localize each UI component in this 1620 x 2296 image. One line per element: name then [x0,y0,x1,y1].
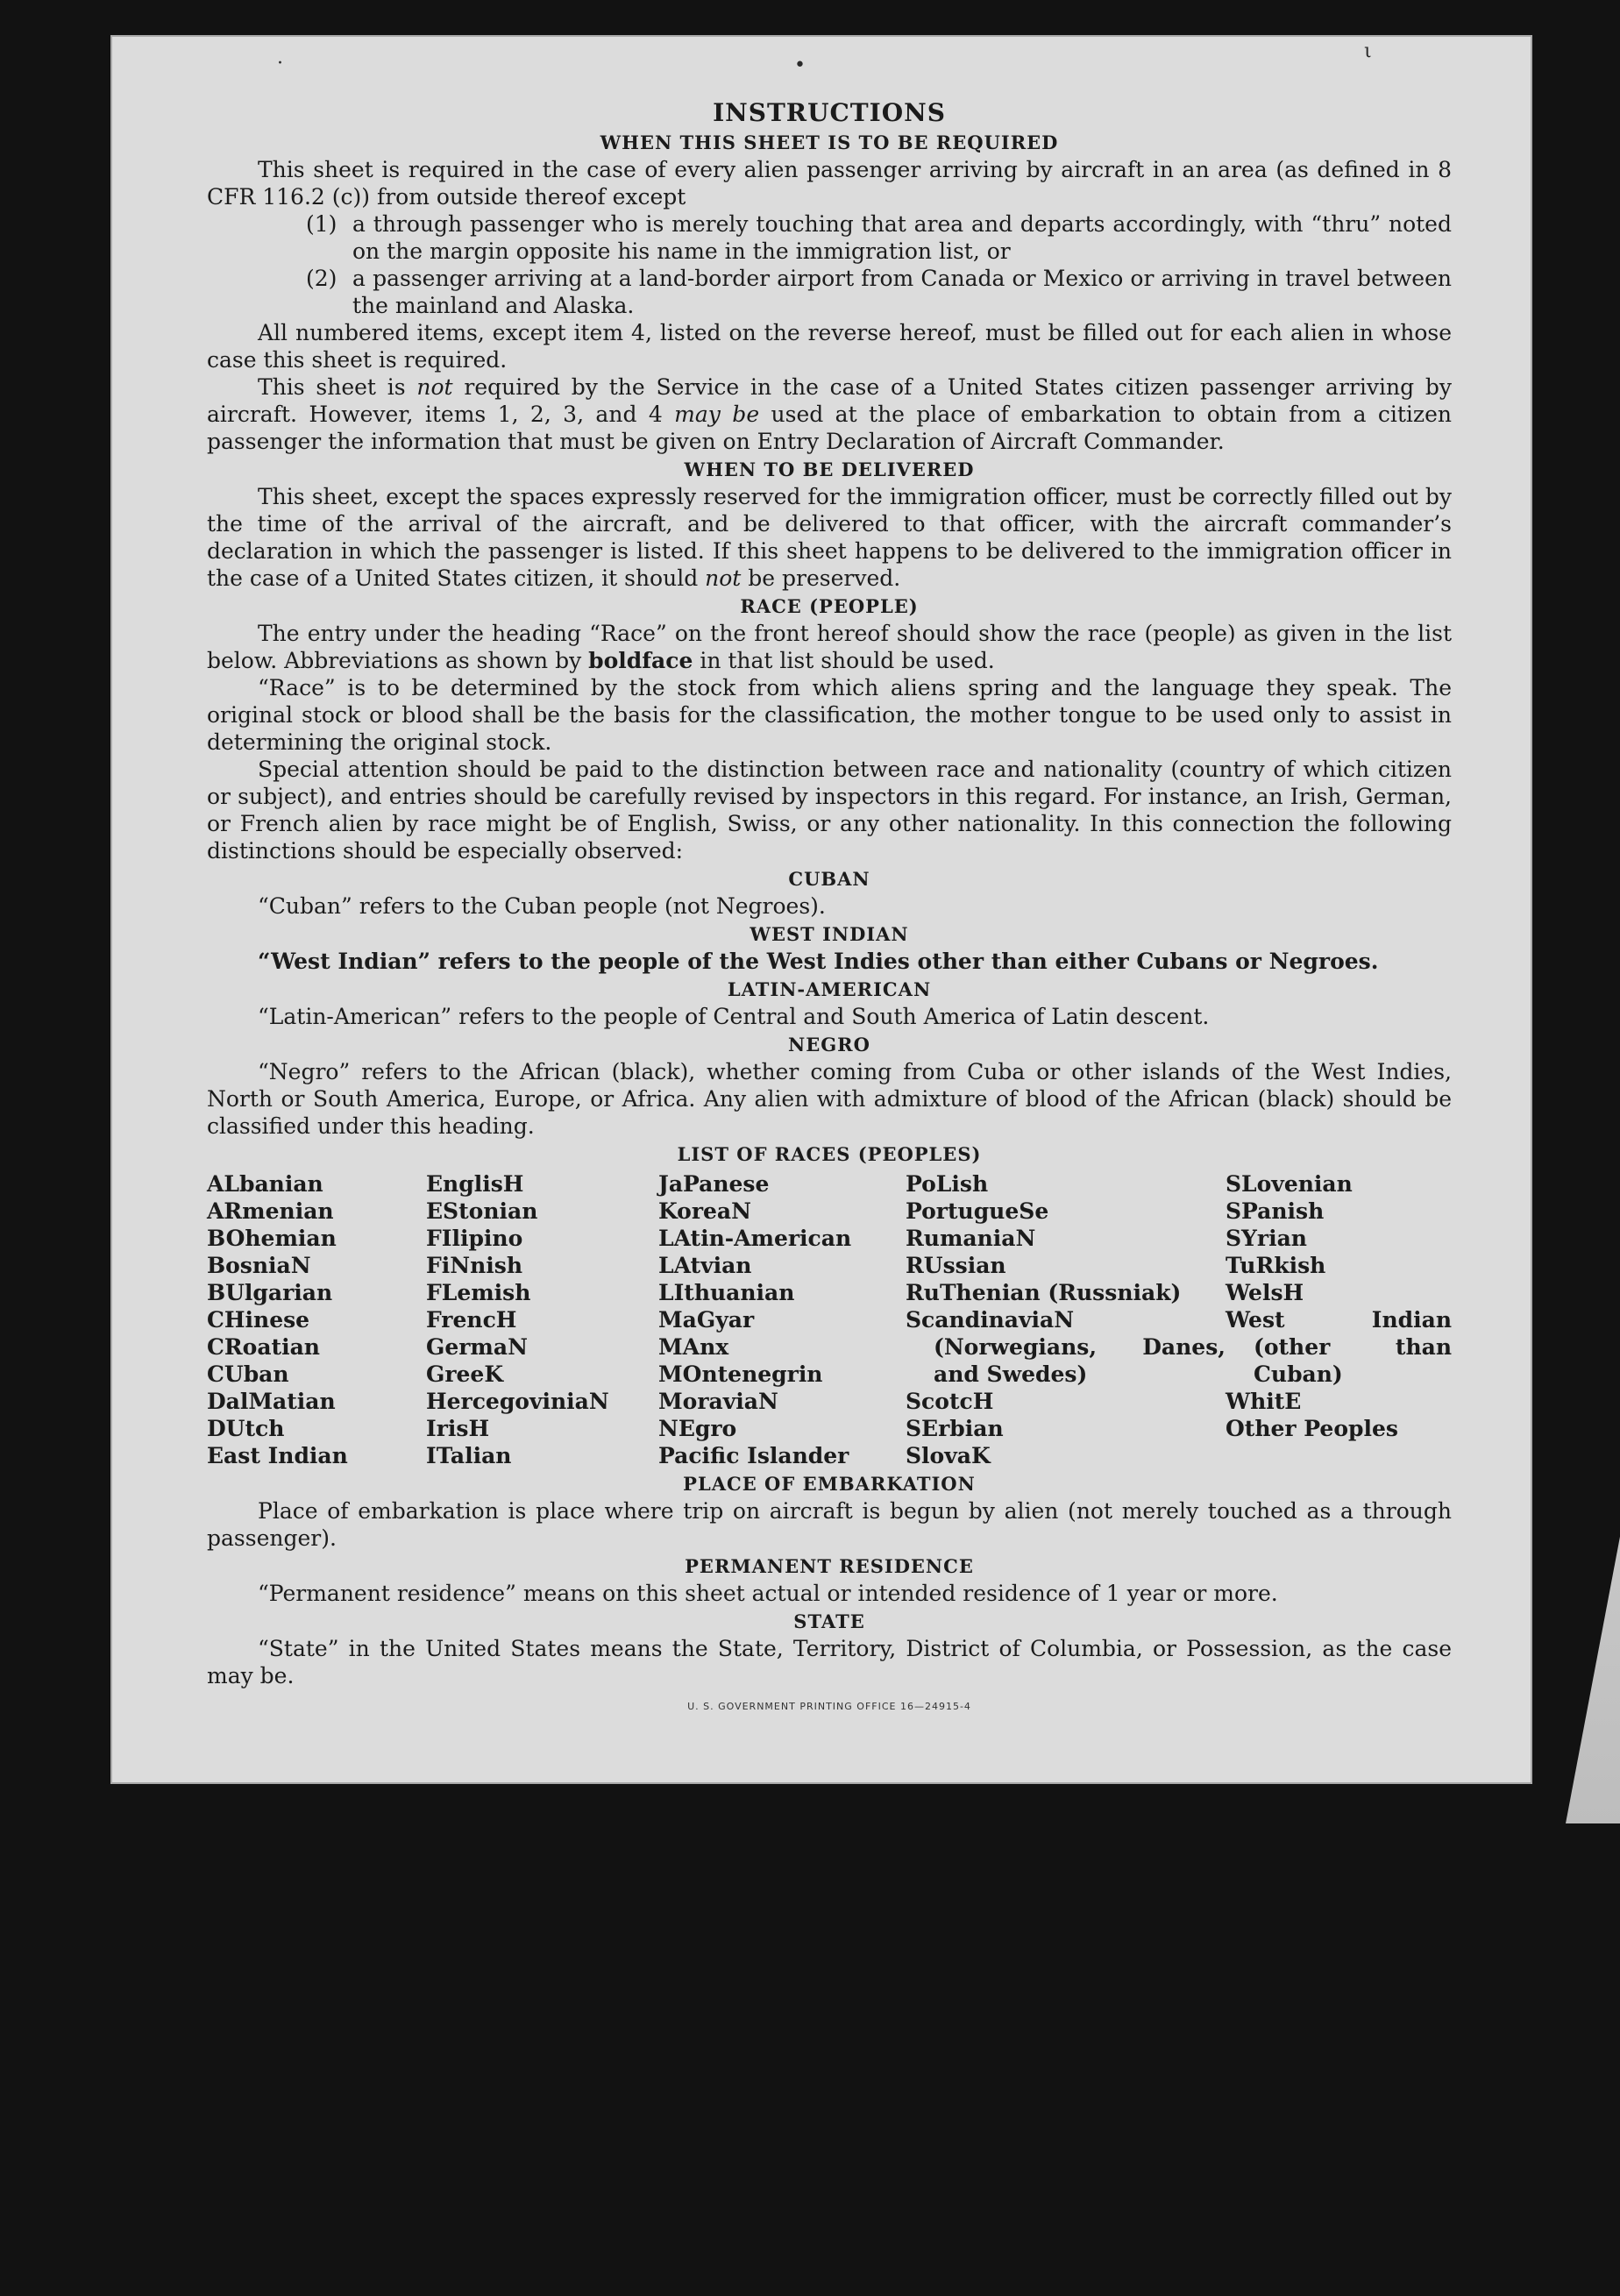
race-entry: ARmenian [207,1198,334,1224]
race-entry: SLovenian [1226,1171,1353,1197]
race-entry: JaPanese [658,1171,770,1197]
race-entry: RumaniaN [906,1226,1036,1251]
race-entry: PortugueSe [906,1198,1049,1224]
race-entry: Pacific Islander [658,1443,849,1468]
emphasis: may be [674,402,760,427]
races-column-4 [906,1170,1226,1469]
exception-text: a through passenger who is merely touching that area and departs accordingly, with “thru” noted on the margin opposite his name in the immigration list, or [352,211,1452,264]
race-entry: WelsH [1226,1280,1304,1305]
document-sheet [110,35,1532,1784]
race-paragraph-2: “Race” is to be determined by the stock from which aliens spring and the language they speak. The original stock or blood shall be the basis for the classification, the mother tongue to be used only to assist in determining the original stock. [207,675,1452,755]
section-heading-negro: NEGRO [788,1034,870,1056]
delivered-paragraph [207,483,1452,592]
text-run: used at the place of embarkation to obtain from a citizen passenger the information that must be given on Entry Declaration of Aircraft Commander. [207,402,1452,454]
race-entry: IrisH [426,1416,490,1441]
race-entry: RUssian [906,1253,1006,1278]
race-entry: SlovaK [906,1443,991,1468]
race-entry: MOntenegrin [658,1361,823,1387]
text-run: The entry under the heading “Race” on the front hereof should show the race (people) as given in the list below. Abbreviations as shown by [207,621,1452,673]
race-entry: SPanish [1226,1198,1325,1224]
section-heading-required: WHEN THIS SHEET IS TO BE REQUIRED [600,132,1059,153]
races-column-3 [658,1170,906,1469]
race-entry: CUban [207,1361,289,1387]
races-column-5 [1226,1170,1452,1469]
section-heading-embarkation: PLACE OF EMBARKATION [683,1473,976,1495]
races-column-2 [426,1170,658,1469]
race-entry: SErbian [906,1416,1004,1441]
race-entry: EnglisH [426,1171,524,1197]
race-entry: DUtch [207,1416,285,1441]
races-table [207,1170,1452,1469]
race-entry: HercegoviniaN [426,1389,609,1414]
race-paragraph-1 [207,620,1452,674]
cuban-paragraph: “Cuban” refers to the Cuban people (not Negroes). [258,893,826,919]
race-entry: ScotcH [906,1389,994,1414]
permanent-residence-paragraph: “Permanent residence” means on this sheet actual or intended residence of 1 year or more. [258,1581,1278,1606]
race-entry: FiNnish [426,1253,523,1278]
required-intro: This sheet is required in the case of every alien passenger arriving by aircraft in an area (as defined in 8 CFR 116.2 (c)) from outside thereof except [207,157,1452,210]
text-run: This sheet is [258,374,417,400]
ink-mark: · [277,53,283,75]
race-entry: Other Peoples [1226,1416,1398,1441]
race-entry: BosniaN [207,1253,311,1278]
race-entry: SYrian [1226,1226,1307,1251]
race-entry: BOhemian [207,1226,337,1251]
race-entry: TuRkish [1226,1253,1326,1278]
race-entry: EStonian [426,1198,538,1224]
race-entry: NEgro [658,1416,737,1441]
race-entry: WhitE [1226,1389,1302,1414]
race-entry: MaGyar [658,1307,755,1333]
race-entry: GermaN [426,1334,528,1360]
race-entry: FIlipino [426,1226,523,1251]
text-run: be preserved. [741,565,901,591]
ink-mark: ι [1364,40,1372,62]
race-entry: RuThenian (Russniak) [906,1280,1182,1305]
race-entry: FLemish [426,1280,531,1305]
text-run: required by the Service in the case of a United States citizen passenger arriving by aircraft. However, items 1, 2, 3, and 4 [207,374,1452,427]
emphasis: not [705,565,742,591]
state-paragraph: “State” in the United States means the State, Territory, District of Columbia, or Possession, as the case may be. [207,1636,1452,1688]
section-heading-permanent-residence: PERMANENT RESIDENCE [685,1555,974,1577]
race-entry: GreeK [426,1361,504,1387]
page-title: INSTRUCTIONS [713,98,946,127]
negro-paragraph: “Negro” refers to the African (black), whether coming from Cuba or other islands of the West Indies, North or South America, Europe, or Africa. Any alien with admixture of blood of the African (black) should be classified under this heading. [207,1059,1452,1139]
bold-text: boldface [588,648,693,673]
section-heading-latin-american: LATIN-AMERICAN [727,978,932,1000]
race-entry: KoreaN [658,1198,751,1224]
race-entry: ITalian [426,1443,512,1468]
embarkation-paragraph: Place of embarkation is place where trip on aircraft is begun by alien (not merely touched as a through passenger). [207,1498,1452,1551]
exception-number: (1) [306,211,338,237]
section-heading-list-of-races: LIST OF RACES (PEOPLES) [677,1143,982,1165]
race-entry: PoLish [906,1171,989,1197]
race-entry: ScandinaviaN (Norwegians, Danes, and Swedes) [906,1307,1226,1387]
exception-number: (2) [306,266,338,291]
race-entry: MoraviaN [658,1389,778,1414]
latin-american-paragraph: “Latin-American” refers to the people of Central and South America of Latin descent. [258,1004,1210,1029]
text-run: in that list should be used. [693,648,995,673]
exception-item [306,210,1452,265]
race-entry: CRoatian [207,1334,320,1360]
race-entry: MAnx [658,1334,729,1360]
race-entry: West Indian (other than Cuban) [1226,1307,1452,1387]
race-entry: FrencH [426,1307,517,1333]
text-run: This sheet, except the spaces expressly reserved for the immigration officer, must be correctly filled out by the time of the arrival of the aircraft, and be delivered to that officer, with the aircraft commander’s declaration in which the passenger is listed. If this sheet happens to be delivered to the immigration officer in the case of a United States citizen, it should [207,484,1452,591]
west-indian-paragraph: “West Indian” refers to the people of the West Indies other than either Cubans or Negroes. [258,949,1379,974]
race-entry: LIthuanian [658,1280,795,1305]
race-entry: LAtin-American [658,1226,852,1251]
section-heading-west-indian: WEST INDIAN [750,923,909,945]
race-entry: BUlgarian [207,1280,333,1305]
ink-mark: • [794,54,806,76]
citizen-paragraph [207,373,1452,455]
race-paragraph-3: Special attention should be paid to the distinction between race and nationality (country of which citizen or subject), and entries should be carefully revised by inspectors in this regard. For instance, an Irish, German, or French alien by race might be of English, Swiss, or any other nationality. In this connection the following distinctions should be especially observed: [207,757,1452,864]
printing-office-imprint: U. S. GOVERNMENT PRINTING OFFICE 16—24915-4 [687,1701,971,1712]
race-entry: East Indian [207,1443,348,1468]
section-heading-delivered: WHEN TO BE DELIVERED [684,458,975,480]
emphasis: not [416,374,453,400]
section-heading-race: RACE (PEOPLE) [740,595,919,617]
race-entry: DalMatian [207,1389,336,1414]
race-entry: CHinese [207,1307,310,1333]
race-entry: LAtvian [658,1253,752,1278]
section-heading-cuban: CUBAN [788,868,870,890]
race-entry: ALbanian [207,1171,323,1197]
section-heading-state: STATE [793,1610,865,1632]
exception-text: a passenger arriving at a land-border airport from Canada or Mexico or arriving in travel between the mainland and Alaska. [352,266,1452,318]
numbered-items-paragraph: All numbered items, except item 4, listed on the reverse hereof, must be filled out for each alien in whose case this sheet is required. [207,320,1452,373]
exception-item [306,265,1452,319]
instructions-content [207,98,1452,1720]
races-column-1 [207,1170,426,1469]
